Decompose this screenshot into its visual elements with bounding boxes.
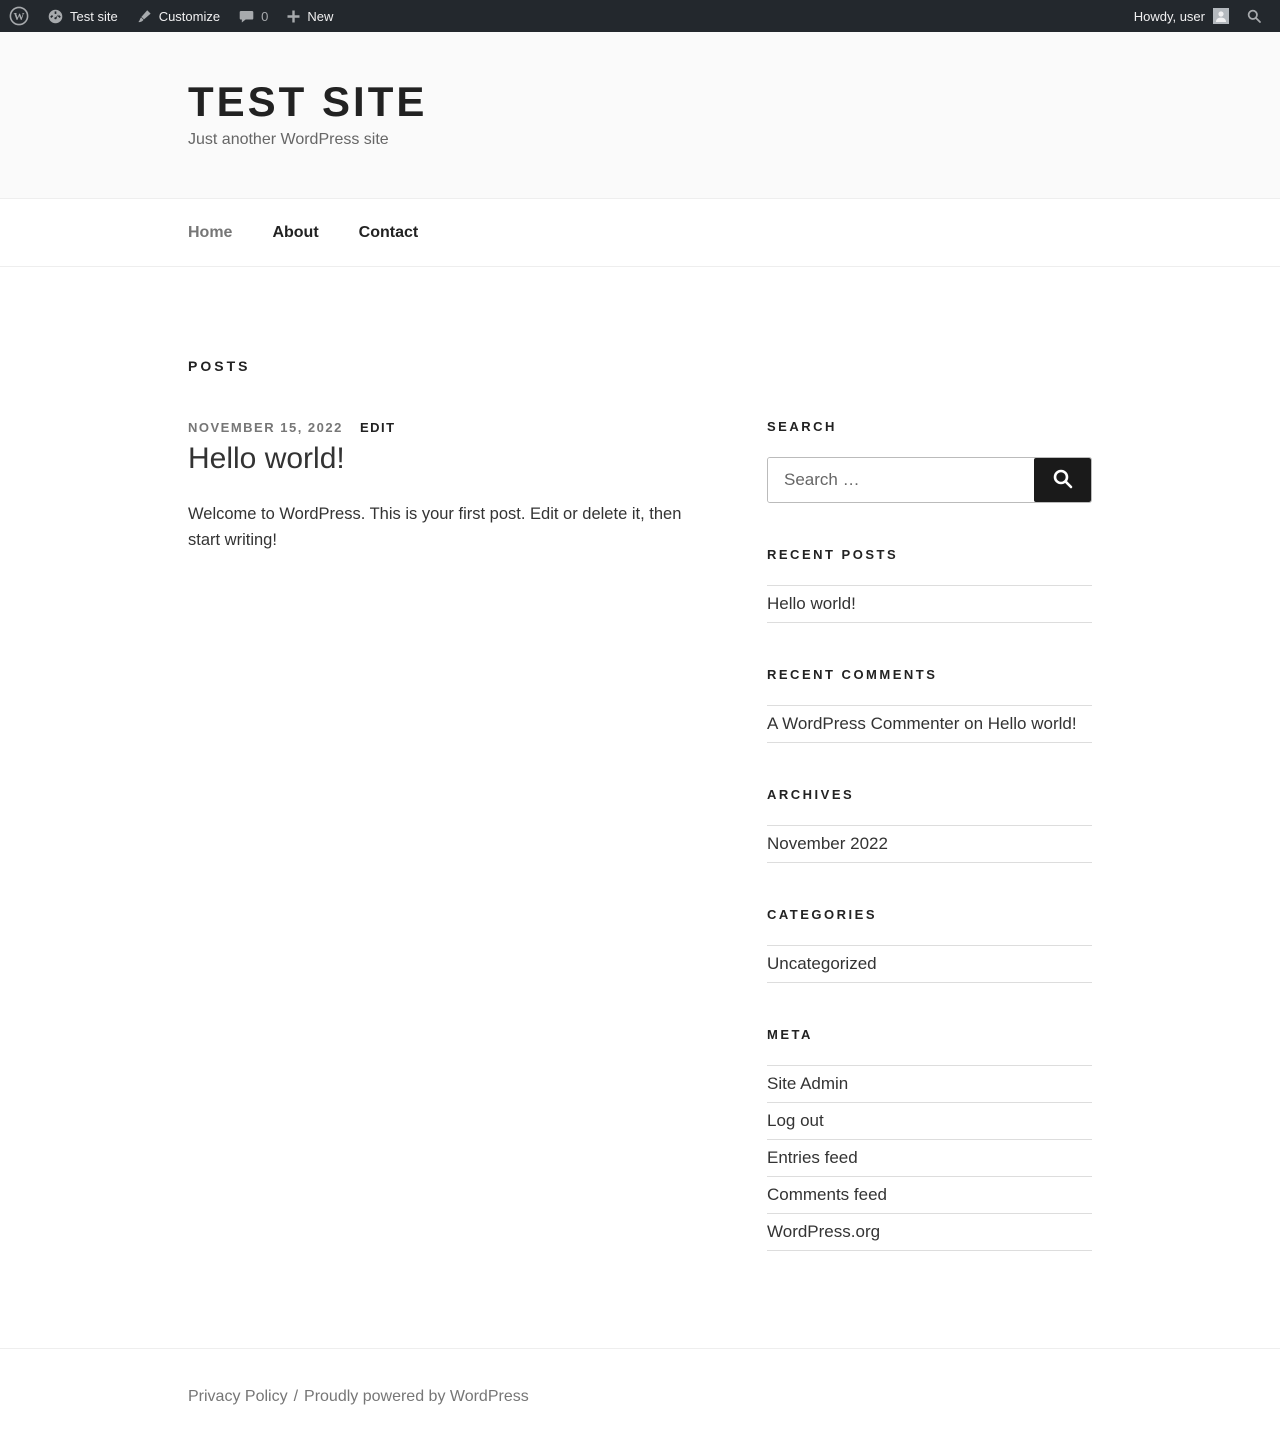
- admin-bar-customize[interactable]: [127, 0, 229, 32]
- recent-comments-list: [767, 705, 1092, 743]
- post-date-link[interactable]: NOVEMBER 15, 2022: [188, 420, 343, 435]
- admin-bar: [0, 0, 1280, 32]
- widget-search-title: SEARCH: [767, 419, 837, 434]
- list-item: [767, 825, 1092, 863]
- privacy-policy-link[interactable]: Privacy Policy: [188, 1388, 288, 1405]
- post-edit-link[interactable]: EDIT: [359, 420, 396, 435]
- admin-bar-customize-label: Customize: [158, 8, 221, 24]
- posts-column: [188, 359, 690, 553]
- site-header: [0, 32, 1280, 198]
- site-footer: [0, 1348, 1280, 1445]
- user-avatar: [1213, 8, 1229, 24]
- meta-list: [767, 1065, 1092, 1251]
- comment-bubble-icon: [238, 8, 255, 25]
- post-body: Welcome to WordPress. This is your first post. Edit or delete it, then start writing!: [188, 505, 682, 549]
- site-title: [188, 78, 1092, 125]
- admin-bar-site-name-label: Test site: [70, 8, 118, 24]
- wordpress-logo-menu[interactable]: [0, 0, 38, 32]
- sidebar-link-log-out[interactable]: Log out: [767, 1111, 824, 1130]
- widget-categories: [767, 908, 1092, 983]
- search-form: [767, 457, 1092, 503]
- list-item: [767, 1139, 1092, 1176]
- site-content: [188, 267, 1092, 1348]
- list-item: [767, 945, 1092, 983]
- search-submit-button[interactable]: [1034, 458, 1091, 502]
- sidebar-link-comments-feed[interactable]: Comments feed: [767, 1185, 887, 1204]
- admin-bar-right: [1125, 0, 1270, 32]
- admin-bar-comment-count: 0: [261, 8, 269, 24]
- search-input[interactable]: [768, 458, 1034, 502]
- plus-icon: [286, 9, 301, 24]
- admin-bar-my-account[interactable]: [1125, 0, 1238, 32]
- search-icon: [1246, 8, 1262, 24]
- search-icon: [1051, 467, 1075, 494]
- widget-recent-posts-title: RECENT POSTS: [767, 547, 899, 562]
- wordpress-logo-icon: [9, 6, 29, 26]
- admin-bar-left: [0, 0, 342, 32]
- site-title-link[interactable]: TEST SITE: [188, 78, 428, 125]
- sidebar-link[interactable]: Hello world!: [767, 594, 856, 613]
- nav-item-home[interactable]: Home: [188, 223, 233, 241]
- sidebar-link[interactable]: November 2022: [767, 834, 888, 853]
- page-title: POSTS: [188, 358, 251, 374]
- widget-categories-title: CATEGORIES: [767, 907, 877, 922]
- widget-meta-title: META: [767, 1027, 813, 1042]
- customize-brush-icon: [136, 8, 153, 25]
- post-title: [188, 442, 690, 475]
- admin-bar-site-name[interactable]: [38, 0, 127, 32]
- admin-bar-search[interactable]: [1238, 0, 1270, 32]
- widget-recent-posts: [767, 548, 1092, 623]
- widget-recent-comments-title: RECENT COMMENTS: [767, 667, 938, 682]
- admin-bar-howdy-label: Howdy, user: [1133, 8, 1205, 24]
- archives-list: [767, 825, 1092, 863]
- post-title-link[interactable]: Hello world!: [188, 442, 345, 475]
- list-item: [767, 585, 1092, 623]
- widget-meta: [767, 1028, 1092, 1251]
- sidebar-link[interactable]: Uncategorized: [767, 954, 877, 973]
- post-article: [188, 420, 690, 553]
- list-item: [767, 705, 1092, 743]
- sidebar: [767, 420, 1092, 1296]
- admin-bar-comments[interactable]: [229, 0, 277, 32]
- nav-item-about[interactable]: About: [272, 223, 319, 241]
- main-navigation: [0, 198, 1280, 267]
- sidebar-link-entries-feed[interactable]: Entries feed: [767, 1148, 858, 1167]
- sidebar-link-site-admin[interactable]: Site Admin: [767, 1074, 849, 1093]
- sidebar-link[interactable]: A WordPress Commenter on Hello world!: [767, 714, 1077, 733]
- powered-by-link[interactable]: Proudly powered by WordPress: [304, 1388, 529, 1405]
- admin-bar-new[interactable]: [277, 0, 342, 32]
- admin-bar-new-label: New: [307, 8, 334, 24]
- sidebar-link-wordpress-org[interactable]: WordPress.org: [767, 1222, 881, 1241]
- recent-posts-list: [767, 585, 1092, 623]
- list-item: [767, 1176, 1092, 1213]
- widget-recent-comments: [767, 668, 1092, 743]
- footer-separator: /: [293, 1388, 299, 1405]
- svg-text:W: W: [13, 11, 25, 23]
- site-tagline: Just another WordPress site: [188, 131, 389, 148]
- nav-item-contact[interactable]: Contact: [358, 223, 419, 241]
- list-item: [767, 1065, 1092, 1102]
- entry-meta: [188, 420, 690, 435]
- widget-archives: [767, 788, 1092, 863]
- widget-search: [767, 420, 1092, 503]
- list-item: [767, 1102, 1092, 1139]
- categories-list: [767, 945, 1092, 983]
- list-item: [767, 1213, 1092, 1251]
- dashboard-gauge-icon: [47, 8, 64, 25]
- widget-archives-title: ARCHIVES: [767, 787, 855, 802]
